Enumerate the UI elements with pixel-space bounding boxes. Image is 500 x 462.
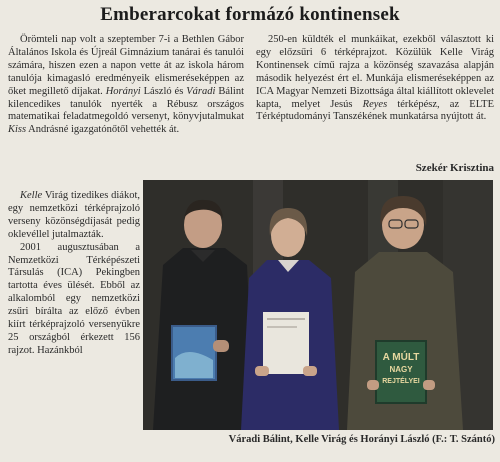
- text-run: 2001 augusztusában a Nemzetközi Térképészeti Társulás (ICA) Pekingben tartotta éves ülését. Ebből az alkalomból egy nemzetközi zsűri bírálta az előző évben kiírt térképrajzoló versenyükre 25 országból érkezett 156 rajzot. Hazánkból: [8, 241, 140, 356]
- photo-illustration: [143, 180, 493, 430]
- left-column-paragraph: [8, 34, 244, 137]
- article-column-left: [8, 34, 244, 137]
- article-headline: Emberarcokat formázó kontinensek: [100, 4, 400, 25]
- book-title-line-2: NAGY: [389, 365, 413, 374]
- text-run: Andrásné igazgatónőtől vehették át.: [26, 124, 180, 136]
- text-run: Virág tizedikes diákot, egy nemzetközi térképrajzoló verseny közönségdíjasát pedig oklevéllel jutalmazták.: [8, 190, 140, 240]
- italic-name: Kelle: [20, 190, 43, 201]
- right-column-paragraph: [256, 34, 494, 124]
- book-title-line-1: A MÚLT: [382, 352, 420, 363]
- italic-name: Váradi: [186, 85, 216, 97]
- book-title-line-3: REJTÉLYEI: [382, 378, 420, 385]
- italic-name: Reyes: [362, 98, 388, 110]
- narrow-column-paragraph: [8, 190, 140, 242]
- text-run: térképész, az ELTE Térképtudományi Tanszékének munkatársa nyújtott át.: [256, 98, 494, 123]
- italic-name: Horányi: [105, 85, 141, 97]
- author-signature: Szekér Krisztina: [415, 162, 494, 174]
- text-run: László és: [140, 85, 187, 97]
- article-column-narrow: [8, 190, 140, 358]
- text-run: Bálint kilencedikes tanulók nyerték a Rébusz országos matematikai feladatmegoldó versenyt, könyvjutalmukat: [8, 85, 244, 123]
- narrow-column-paragraph: [8, 242, 140, 358]
- italic-name: Kiss: [8, 124, 27, 136]
- text-run: Örömteli nap volt a szeptember 7-i a Bethlen Gábor Általános Iskola és Újreál Gimnázium tanárai és tanulói számára, hiszen ezen a napon vette át az iskola három tanulója kimagasló eredményeik elismeréseképpen az őket megillető díjakat.: [8, 34, 244, 97]
- text-run: 250-en küldték el munkáikat, ezekből választott ki egy előzsűri 6 térképrajzot. Közülük Kelle Virág Kontinensek című rajza a közönség szavazása alapján második helyezést ért el. Munkája elismeréseképpen az ICA Magyar Nemzeti Bizottsága által kiállított oklevelet kapta, melyet Jesús: [256, 34, 494, 110]
- article-photo: [143, 180, 493, 430]
- photo-caption: Váradi Bálint, Kelle Virág és Horányi László (F.: T. Szántó): [228, 434, 495, 445]
- article-column-right: [256, 34, 494, 124]
